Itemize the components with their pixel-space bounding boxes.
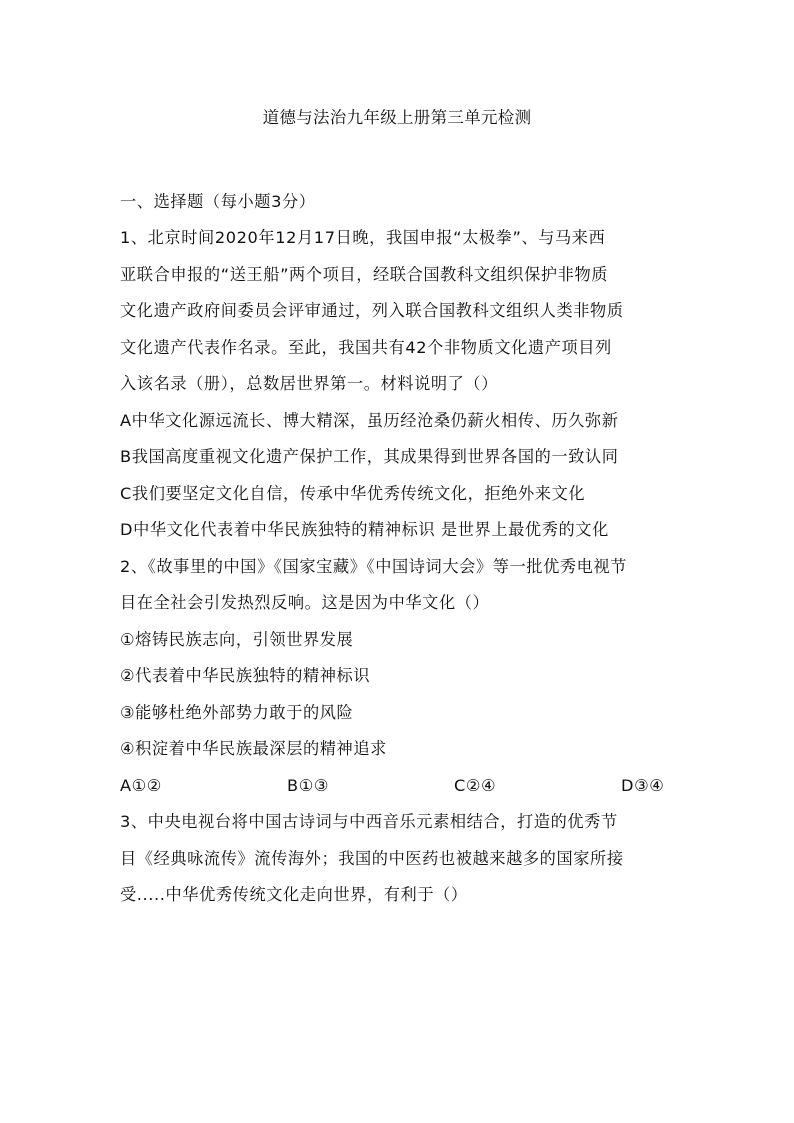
question-2-choice-a: A①② bbox=[120, 775, 162, 795]
question-1-line: 文化遗产代表作名录。至此，我国共有42个非物质文化遗产项目列 bbox=[120, 337, 612, 357]
question-2-statement-3: ③能够杜绝外部势力敢于的风险 bbox=[120, 702, 354, 722]
question-2-choice-d: D③④ bbox=[621, 775, 665, 795]
question-2-choice-b: B①③ bbox=[287, 775, 329, 795]
question-1-option-a: A中华文化源远流长、博大精深，虽历经沧桑仍薪火相传、历久弥新 bbox=[120, 410, 619, 430]
question-1-option-c: C我们要坚定文化自信，传承中华优秀传统文化，拒绝外来文化 bbox=[120, 483, 586, 503]
section-title: 一、选择题（每小题3分） bbox=[120, 192, 316, 211]
question-1-line: 文化遗产政府间委员会评审通过，列入联合国教科文组织人类非物质 bbox=[120, 301, 624, 320]
question-3-line: 目《经典咏流传》流传海外；我国的中医药也被越来越多的国家所接 bbox=[120, 848, 624, 868]
question-3-line: 受.....中华优秀传统文化走向世界，有利于（） bbox=[120, 885, 468, 904]
question-2-line: 2、《故事里的中国》《国家宝藏》《中国诗词大会》等一批优秀电视节 bbox=[120, 556, 628, 576]
question-1-option-b: B我国高度重视文化遗产保护工作，其成果得到世界各国的一致认同 bbox=[120, 447, 619, 466]
question-2-statement-2: ②代表着中华民族独特的精神标识 bbox=[120, 666, 371, 685]
document-body bbox=[120, 184, 680, 914]
question-1-line: 1、北京时间2020年12月17日晚，我国申报“太极拳”、与马来西 bbox=[120, 228, 606, 247]
document-title: 道德与法治九年级上册第三单元检测 bbox=[262, 108, 532, 127]
question-2 bbox=[120, 549, 680, 805]
question-1-line: 入该名录（册），总数居世界第一。材料说明了（） bbox=[120, 374, 499, 393]
question-1-line: 亚联合申报的“送王船”两个项目，经联合国教科文组织保护非物质 bbox=[120, 264, 609, 284]
question-1-option-d: D中华文化代表着中华民族独特的精神标识 是世界上最优秀的文化 bbox=[120, 520, 609, 539]
question-1 bbox=[120, 220, 680, 549]
question-3 bbox=[120, 804, 680, 914]
question-2-line: 目在全社会引发热烈反响。这是因为中华文化（） bbox=[120, 593, 490, 612]
question-2-choices bbox=[120, 768, 680, 805]
question-2-statement-1: ①熔铸民族志向，引领世界发展 bbox=[120, 629, 354, 649]
question-3-line: 3、中央电视台将中国古诗词与中西音乐元素相结合，打造的优秀节 bbox=[120, 812, 618, 831]
question-2-choice-c: C②④ bbox=[454, 775, 497, 795]
question-2-statement-4: ④积淀着中华民族最深层的精神追求 bbox=[120, 739, 387, 758]
